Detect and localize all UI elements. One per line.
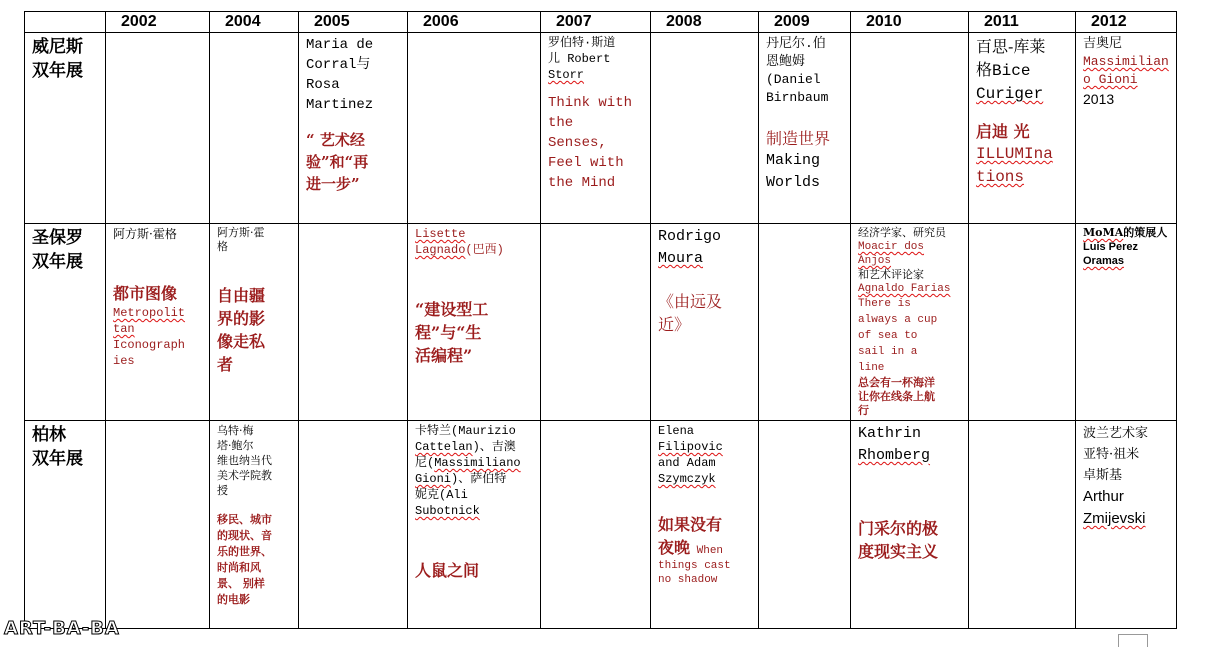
row-venice — [25, 33, 1177, 224]
cell-empty — [851, 33, 969, 224]
cell-empty — [759, 421, 851, 629]
year-header: 2010 — [851, 12, 969, 33]
header-row — [25, 12, 1177, 33]
cell-venice-2009: 丹尼尔.伯 恩鲍姆 (Daniel Birnbaum 制造世界 Making Worlds — [759, 33, 851, 224]
year-header: 2009 — [759, 12, 851, 33]
cell-venice-2012: 吉奥尼 Massimilian o Gioni 2013 — [1076, 33, 1177, 224]
year-header: 2012 — [1076, 12, 1177, 33]
row-label-saopaulo: 圣保罗 双年展 — [25, 224, 106, 421]
year-header: 2006 — [408, 12, 541, 33]
cell-empty — [299, 421, 408, 629]
row-label-berlin: 柏林 双年展 — [25, 421, 106, 629]
biennale-table — [24, 11, 1177, 629]
watermark-logo: ART-BA-BA — [4, 618, 120, 639]
year-header: 2004 — [210, 12, 299, 33]
cell-venice-2005: Maria de Corral与 Rosa Martinez “ 艺术经 验”和“再 进一步” — [299, 33, 408, 224]
cell-empty — [541, 421, 651, 629]
year-header: 2005 — [299, 12, 408, 33]
row-berlin — [25, 421, 1177, 629]
page-corner-marker — [1118, 634, 1148, 647]
cell-saopaulo-2010: 经济学家、研究员 Moacir dos Anjos 和艺术评论家 Agnaldo Farias There is always a cup of sea to sail in a line 总会有一杯海洋 让你在线条上航 行 — [851, 224, 969, 421]
cell-empty — [759, 224, 851, 421]
cell-empty — [106, 421, 210, 629]
row-label-venice: 威尼斯 双年展 — [25, 33, 106, 224]
year-header: 2011 — [969, 12, 1076, 33]
cell-empty — [408, 33, 541, 224]
cell-saopaulo-2008: Rodrigo Moura 《由远及 近》 — [651, 224, 759, 421]
cell-berlin-2012: 波兰艺术家 亚特·祖米 卓斯基 Arthur Zmijevski — [1076, 421, 1177, 629]
cell-empty — [299, 224, 408, 421]
cell-berlin-2004: 乌特·梅 塔·鲍尔 维也纳当代 美术学院教 授 移民、城市 的现状、音 乐的世界、 时尚和风 景、 别样 的电影 — [210, 421, 299, 629]
cell-empty — [969, 421, 1076, 629]
cell-venice-2007: 罗伯特·斯道 儿 Robert Storr Think with the Senses, Feel with the Mind — [541, 33, 651, 224]
cell-saopaulo-2006: Lisette Lagnado(巴西) “建设型工 程”与“生 活编程” — [408, 224, 541, 421]
cell-saopaulo-2004: 阿方斯·霍 格 自由疆 界的影 像走私 者 — [210, 224, 299, 421]
cell-venice-2011: 百思-库莱 格Bice Curiger 启迪 光 ILLUMIna tions — [969, 33, 1076, 224]
row-saopaulo — [25, 224, 1177, 421]
cell-berlin-2006: 卡特兰(Maurizio Cattelan)、吉澳 尼(Massimiliano Gioni)、萨伯特 妮克(Ali Subotnick 人鼠之间 — [408, 421, 541, 629]
cell-saopaulo-2002: 阿方斯·霍格 都市图像 Metropolit tan Iconograph ies — [106, 224, 210, 421]
cell-empty — [210, 33, 299, 224]
corner-cell — [25, 12, 106, 33]
cell-berlin-2010: Kathrin Rhomberg 门采尔的极 度现实主义 — [851, 421, 969, 629]
cell-empty — [651, 33, 759, 224]
year-header: 2008 — [651, 12, 759, 33]
cell-empty — [969, 224, 1076, 421]
year-header: 2002 — [106, 12, 210, 33]
year-header: 2007 — [541, 12, 651, 33]
cell-saopaulo-2012: MoMA的策展人 Luis Perez Oramas — [1076, 224, 1177, 421]
cell-berlin-2008: Elena Filipovic and Adam Szymczyk 如果没有 夜晚 When things cast no shadow — [651, 421, 759, 629]
cell-empty — [541, 224, 651, 421]
cell-empty — [106, 33, 210, 224]
